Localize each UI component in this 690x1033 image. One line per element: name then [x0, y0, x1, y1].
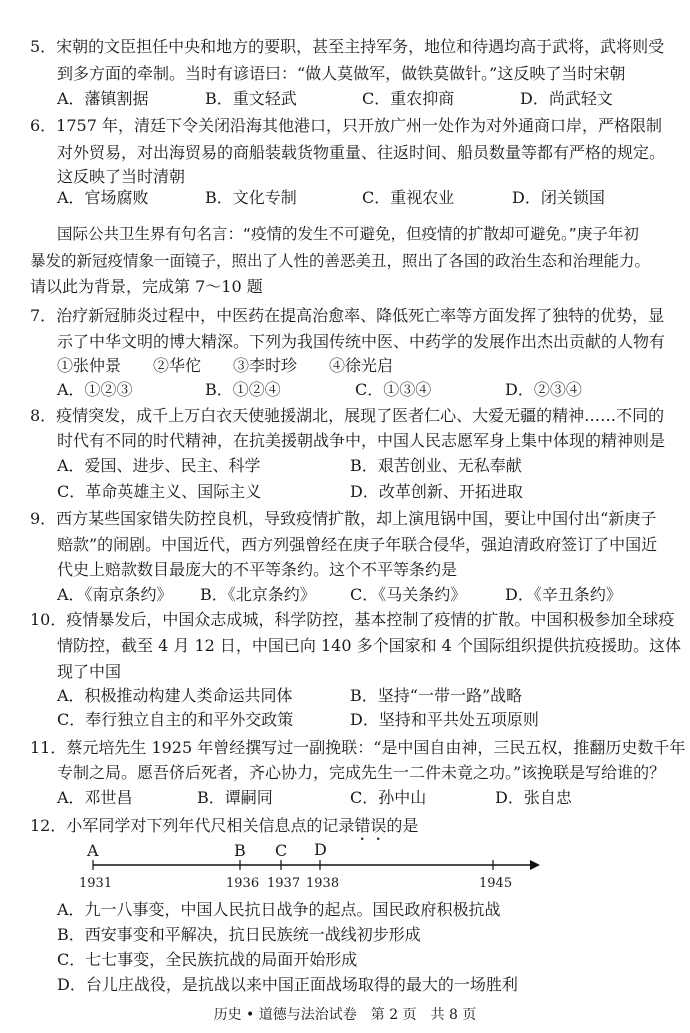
stem-text: 的是: [386, 816, 419, 835]
arrow-icon: [530, 860, 540, 870]
option-c: C．《马关条约》: [350, 585, 467, 604]
passage-line: 请以此为背景，完成第 7～10 题: [30, 277, 263, 296]
option-b: B．艰苦创业、无私奉献: [350, 456, 522, 475]
question-stem: 10．疫情暴发后，中国众志成城，科学防控，基本控制了疫情的扩散。中国积极参加全球疫: [30, 610, 675, 629]
option-c: C．①③④: [355, 380, 432, 399]
option-c: C．革命英雄主义、国际主义: [57, 482, 262, 501]
passage-line: 国际公共卫生界有句名言：“疫情的发生不可避免，但疫情的扩散却可避免。”庚子年初: [57, 225, 639, 243]
option-b: B．《北京条约》: [200, 585, 316, 604]
option-d: D．台儿庄战役，是抗战以来中国正面战场取得的最大的一场胜利: [57, 975, 518, 994]
question-stem: 赔款”的闹剧。中国近代，西方列强曾经在庚子年联合侵华，强迫清政府签订了中国近: [57, 535, 658, 554]
question-stem: 现了中国: [57, 662, 122, 681]
option-a: A．爱国、进步、民主、科学: [57, 456, 261, 475]
question-stem: 8．疫情突发，成千上万白衣天使驰援湖北，展现了医者仁心、大爱无疆的精神……不同的: [30, 406, 665, 425]
option-c: C．七七事变，全民族抗战的局面开始形成: [57, 950, 358, 969]
emphasized-text: 错误: [354, 816, 387, 835]
option-a: A．邓世昌: [57, 788, 133, 807]
question-stem: 代史上赔款数目最庞大的不平等条约。这个不平等条约是: [57, 560, 458, 579]
question-stem: 时代有不同的时代精神，在抗美援朝战争中，中国人民志愿军身上集中体现的精神则是: [57, 431, 666, 450]
option-a: A．《南京条约》: [57, 585, 173, 604]
question-stem: 9．西方某些国家错失防控良机，导致疫情扩散，却上演甩锅中国，要让中国付出“新庚子: [30, 509, 657, 528]
option-b: B．西安事变和平解决，抗日民族统一战线初步形成: [57, 925, 421, 944]
option-d: D．《辛丑条约》: [505, 585, 622, 604]
timeline-year: 1931: [79, 876, 113, 891]
timeline-year: 1936: [226, 876, 260, 891]
question-stem: 示了中华文明的博大精深。下列为我国传统中医、中药学的发展作出杰出贡献的人物有: [57, 332, 666, 351]
timeline-axis: [0, 840, 690, 900]
question-stem: 对外贸易，对出海贸易的商船装载货物重量、往返时间、船员数量等都有严格的规定。: [57, 143, 666, 162]
timeline: [0, 840, 690, 900]
question-stem: 专制之局。愿吾侪后死者，齐心协力，完成先生一二件未竟之功。”该挽联是写给谁的？: [57, 763, 666, 782]
option-b: B．文化专制: [205, 188, 297, 207]
option-c: C．重农抑商: [362, 89, 455, 108]
question-stem: 11．蔡元培先生 1925 年曾经撰写过一副挽联：“是中国自由神，三民五权，推翻历史数千年: [30, 738, 686, 757]
option-b: B．谭嗣同: [197, 788, 273, 807]
option-d: D．坚持和平共处五项原则: [350, 710, 539, 729]
question-stem: 到多方面的牵制。当时有谚语曰：“做人莫做军，做铁莫做针。”这反映了当时宋朝: [57, 64, 626, 83]
question-stem: 6．1757 年，清廷下令关闭沿海其他港口，只开放广州一处作为对外通商口岸，严格限制: [30, 116, 662, 135]
question-stem: 这反映了当时清朝: [57, 167, 186, 186]
question-stem: 情防控，截至 4 月 12 日，中国已向 140 多个国家和 4 个国际组织提供抗疫援助。这体: [57, 636, 681, 655]
option-a: A．①②③: [57, 380, 133, 399]
option-a: A．官场腐败: [57, 188, 149, 207]
option-a: A．九一八事变，中国人民抗日战争的起点。国民政府积极抗战: [57, 900, 501, 919]
option-d: D．改革创新、开拓进取: [350, 482, 523, 501]
timeline-year: 1938: [306, 876, 340, 891]
question-stem: 7．治疗新冠肺炎过程中，中医药在提高治愈率、降低死亡率等方面发挥了独特的优势，显: [30, 306, 665, 325]
timeline-label-a: A: [87, 841, 99, 860]
page-footer: 历史 • 道德与法治试卷 第 2 页 共 8 页: [213, 1007, 477, 1023]
option-d: D．尚武轻文: [520, 89, 613, 108]
option-b: B．①②④: [205, 380, 281, 399]
timeline-label-d: D: [314, 840, 327, 859]
option-c: C．重视农业: [362, 188, 455, 207]
option-c: C．奉行独立自主的和平外交政策: [57, 710, 294, 729]
question-stem: 5．宋朝的文臣担任中央和地方的要职，甚至主持军务，地位和待遇均高于武将，武将则受: [30, 37, 665, 56]
option-a: A．积极推动构建人类命运共同体: [57, 686, 293, 705]
option-d: D．闭关锁国: [512, 188, 605, 207]
option-d: D．②③④: [505, 380, 582, 399]
question-stem: ①张仲景 ②华佗 ③李时珍 ④徐光启: [57, 356, 394, 375]
option-c: C．孙中山: [350, 788, 427, 807]
option-b: B．坚持“一带一路”战略: [350, 686, 523, 705]
timeline-year: 1945: [479, 876, 513, 891]
timeline-label-b: B: [234, 841, 246, 860]
option-a: A．藩镇割据: [57, 89, 149, 108]
option-d: D．张自忠: [495, 788, 572, 807]
timeline-year: 1937: [267, 876, 301, 891]
timeline-label-c: C: [275, 841, 288, 860]
option-b: B．重文轻武: [205, 89, 297, 108]
stem-text: 12．小军同学对下列年代尺相关信息点的记录: [30, 816, 355, 835]
passage-line: 暴发的新冠疫情象一面镜子，照出了人性的善恶美丑，照出了各国的政治生态和治理能力。: [30, 252, 651, 270]
